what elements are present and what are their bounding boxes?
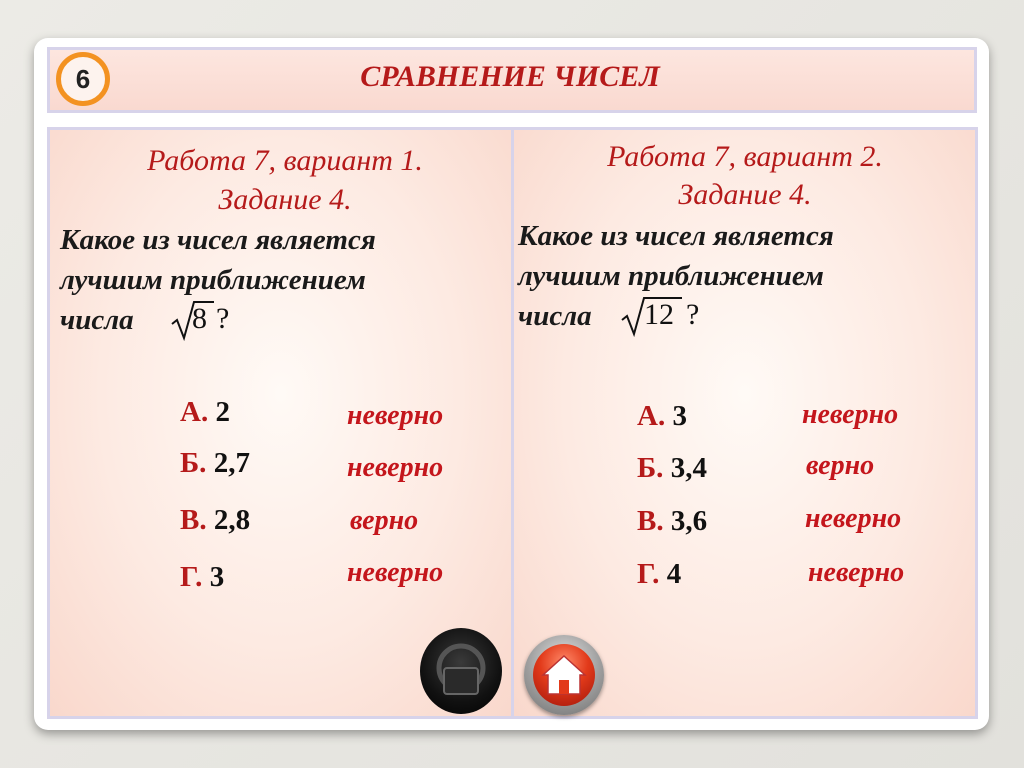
option-letter: Б. [180, 447, 207, 479]
option-value: 3 [209, 561, 225, 593]
option-letter: А. [180, 396, 209, 428]
right-question-line3: числа [518, 300, 592, 332]
left-option-b [180, 447, 250, 480]
home-icon [533, 644, 595, 706]
left-sqrt-expression [170, 300, 240, 342]
back-button[interactable] [420, 628, 502, 714]
left-question-mark: ? [216, 302, 230, 335]
option-value: 2,7 [213, 447, 250, 479]
right-option-c [637, 505, 707, 538]
left-question-line2: лучшим приближением [60, 264, 366, 296]
option-letter: В. [180, 504, 207, 536]
left-heading-line1: Работа 7, вариант 1. [147, 144, 423, 177]
home-button[interactable] [524, 635, 604, 715]
right-question-mark: ? [686, 298, 700, 331]
right-sqrt-expression [620, 296, 710, 338]
left-option-d [180, 561, 224, 594]
right-verdict-c: неверно [805, 503, 902, 534]
right-verdict-d: неверно [808, 557, 905, 588]
left-question-line3: числа [60, 304, 134, 336]
right-option-b [637, 452, 707, 485]
right-question-line2: лучшим приближением [518, 260, 824, 292]
option-letter: Г. [637, 558, 660, 590]
option-value: 3,6 [670, 505, 708, 537]
right-option-d [637, 558, 681, 591]
option-value: 4 [666, 558, 682, 590]
left-verdict-b: неверно [347, 452, 444, 483]
option-value: 3,4 [670, 452, 707, 484]
right-radicand: 12 [644, 298, 674, 331]
left-option-a [180, 396, 230, 429]
right-heading-line2: Задание 4. [678, 178, 812, 211]
option-value: 2 [215, 396, 230, 428]
right-question-line1: Какое из чисел является [518, 220, 834, 252]
slide-title: СРАВНЕНИЕ ЧИСЕЛ [360, 60, 660, 93]
right-option-a [637, 400, 687, 433]
right-verdict-b: верно [806, 450, 875, 481]
left-verdict-d: неверно [347, 557, 444, 588]
right-verdict-a: неверно [802, 399, 899, 430]
left-radicand: 8 [192, 302, 207, 335]
right-heading-line1: Работа 7, вариант 2. [607, 140, 883, 173]
option-letter: В. [637, 505, 664, 537]
left-verdict-c: верно [350, 505, 419, 536]
home-button-face [533, 644, 595, 706]
option-letter: Г. [180, 561, 203, 593]
back-button-icon [420, 628, 502, 714]
left-heading-line2: Задание 4. [218, 183, 352, 216]
option-letter: А. [637, 400, 666, 432]
option-value: 2,8 [213, 504, 251, 536]
left-verdict-a: неверно [347, 400, 444, 431]
option-letter: Б. [637, 452, 664, 484]
slide-number-badge: 6 [56, 52, 110, 106]
option-value: 3 [672, 400, 687, 432]
left-question-line1: Какое из чисел является [60, 224, 376, 256]
left-option-c [180, 504, 250, 537]
